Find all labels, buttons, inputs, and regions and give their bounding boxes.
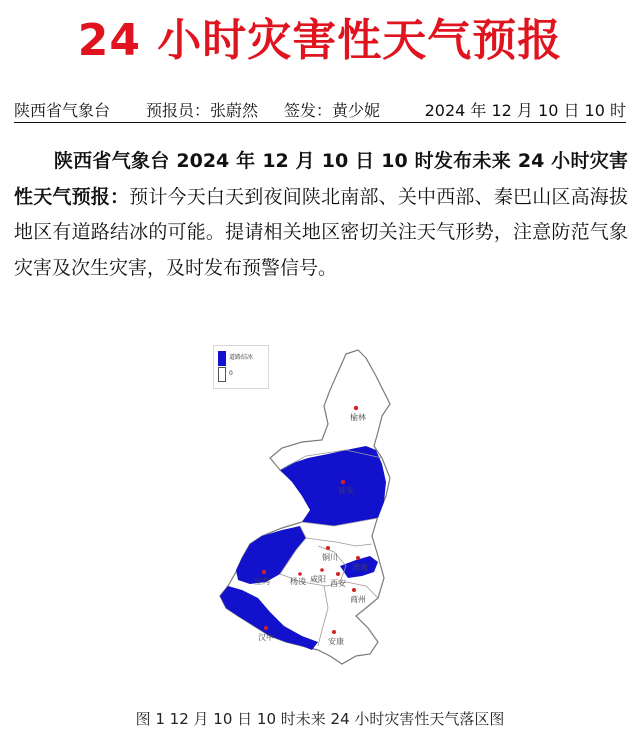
figure-caption: 图 1 12 月 10 日 10 时未来 24 小时灾害性天气落区图 xyxy=(135,710,505,728)
hazard-map xyxy=(206,346,424,686)
city-marker xyxy=(264,626,268,630)
city-marker xyxy=(326,546,330,550)
city-marker xyxy=(336,572,340,576)
city-label-ankang: 安康 xyxy=(328,637,344,646)
city-marker xyxy=(332,630,336,634)
city-marker xyxy=(320,568,324,572)
city-label-yangling: 杨凌 xyxy=(290,577,306,586)
forecast-paragraph xyxy=(14,144,628,286)
city-label-yanan: 延安 xyxy=(338,486,354,495)
city-marker xyxy=(341,480,345,484)
shaanxi-map-svg xyxy=(206,346,424,686)
forecast-text: 预计今天白天到夜间陕北南部、关中西部、秦巴山区高海拔地区有道路结冰的可能。提请相关地区密切关注天气形势，注意防范气象灾害及次生灾害，及时发布预警信号。 xyxy=(14,185,628,279)
city-label-hanzhong: 汉中 xyxy=(258,633,274,642)
legend-swatch-none xyxy=(218,367,226,382)
forecast-lead: 陕西省气象台 2024 年 12 月 10 日 10 时发布未来 24 小时灾害性天气预报： xyxy=(14,150,628,208)
map-legend xyxy=(213,345,269,389)
agency-name: 陕西省气象台 xyxy=(14,101,111,120)
city-label-shangzhou: 商州 xyxy=(350,595,366,604)
legend-swatch-ice xyxy=(218,351,226,366)
city-label-xianyang: 咸阳 xyxy=(310,575,326,584)
city-label-baoji: 宝鸡 xyxy=(254,577,270,586)
report-title: 24 小时灾害性天气预报 xyxy=(77,15,563,66)
legend-label-ice: 道路结冰 xyxy=(229,354,254,361)
report-meta xyxy=(14,98,626,122)
city-label-weinan: 渭南 xyxy=(352,563,368,572)
city-marker xyxy=(356,556,360,560)
legend-label-none: 0 xyxy=(229,370,233,377)
city-label-yulin: 榆林 xyxy=(350,413,366,422)
city-marker xyxy=(298,572,302,576)
city-marker xyxy=(354,406,358,410)
city-label-xian: 西安 xyxy=(330,579,346,588)
header-divider xyxy=(14,122,626,123)
city-marker xyxy=(262,570,266,574)
city-label-tongchuan: 铜川 xyxy=(322,553,338,562)
issuer: 签发：黄少妮 xyxy=(284,101,381,120)
forecaster: 预报员：张蔚然 xyxy=(146,101,259,120)
issue-time: 2024 年 12 月 10 日 10 时 xyxy=(424,101,626,120)
city-marker xyxy=(352,588,356,592)
